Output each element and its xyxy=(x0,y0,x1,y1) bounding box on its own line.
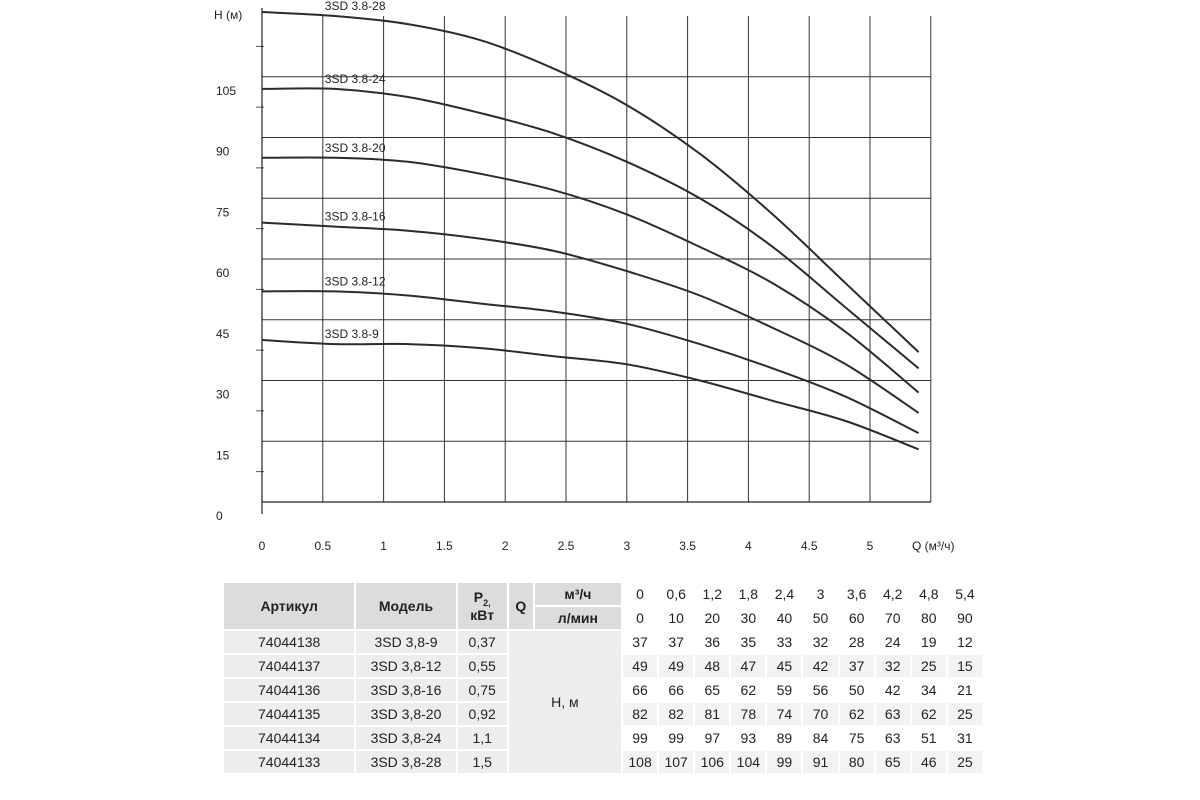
series-label: 3SD 3.8-24 xyxy=(324,71,386,86)
head-value-cell: 74 xyxy=(766,702,802,726)
flow-m3h-cell: 0,6 xyxy=(658,582,694,606)
head-value-cell: 80 xyxy=(839,750,875,774)
flow-lmin-cell: 0 xyxy=(622,606,658,630)
x-tick-label: 2 xyxy=(501,539,509,553)
header-power xyxy=(457,582,508,630)
y-tick-label: 105 xyxy=(216,83,237,98)
head-value-cell: 37 xyxy=(622,630,658,654)
power-cell: 0,55 xyxy=(457,654,508,678)
head-value-cell: 99 xyxy=(658,726,694,750)
head-value-cell: 63 xyxy=(875,702,911,726)
header-unit-m3h: м³/ч xyxy=(534,582,622,606)
series-label: 3SD 3.8-28 xyxy=(324,0,386,13)
flow-lmin-cell: 30 xyxy=(730,606,766,630)
pump-spec-table xyxy=(222,581,984,775)
head-value-cell: 84 xyxy=(802,726,838,750)
head-value-cell: 97 xyxy=(694,726,730,750)
article-cell: 74044136 xyxy=(223,678,355,702)
power-cell: 0,75 xyxy=(457,678,508,702)
article-cell: 74044134 xyxy=(223,726,355,750)
x-tick-label: 3.5 xyxy=(679,539,696,553)
spec-table-body xyxy=(223,630,983,774)
head-value-cell: 65 xyxy=(694,678,730,702)
article-cell: 74044137 xyxy=(223,654,355,678)
head-value-cell: 33 xyxy=(766,630,802,654)
head-value-cell: 28 xyxy=(839,630,875,654)
x-tick-label: 0.5 xyxy=(314,539,332,553)
flow-lmin-cell: 10 xyxy=(658,606,694,630)
model-cell: 3SD 3,8-12 xyxy=(355,654,456,678)
series-label: 3SD 3.8-12 xyxy=(324,274,386,289)
head-value-cell: 51 xyxy=(911,726,947,750)
flow-lmin-cell: 80 xyxy=(911,606,947,630)
model-cell: 3SD 3,8-20 xyxy=(355,702,456,726)
flow-lmin-cell: 60 xyxy=(839,606,875,630)
head-value-cell: 25 xyxy=(947,750,983,774)
head-value-cell: 104 xyxy=(730,750,766,774)
header-power-sub: 2, xyxy=(483,597,491,608)
head-value-cell: 106 xyxy=(694,750,730,774)
y-tick-label: 30 xyxy=(216,387,230,402)
x-tick-label: 1 xyxy=(380,539,387,553)
head-value-cell: 35 xyxy=(730,630,766,654)
head-value-cell: 24 xyxy=(875,630,911,654)
head-value-cell: 99 xyxy=(622,726,658,750)
series-line xyxy=(262,12,919,352)
series-label: 3SD 3.8-16 xyxy=(324,209,386,224)
head-value-cell: 32 xyxy=(875,654,911,678)
series-label: 3SD 3.8-20 xyxy=(324,140,386,155)
power-cell: 0,92 xyxy=(457,702,508,726)
header-q: Q xyxy=(508,582,534,630)
model-cell: 3SD 3,8-9 xyxy=(355,630,456,654)
head-value-cell: 62 xyxy=(839,702,875,726)
y-tick-label: 60 xyxy=(216,266,230,280)
head-value-cell: 37 xyxy=(839,654,875,678)
article-cell: 74044133 xyxy=(223,750,355,774)
header-model: Модель xyxy=(355,582,456,630)
head-value-cell: 25 xyxy=(947,702,983,726)
head-value-cell: 81 xyxy=(694,702,730,726)
head-value-cell: 31 xyxy=(947,726,983,750)
y-tick-label: 15 xyxy=(216,448,230,463)
flow-lmin-cell: 90 xyxy=(947,606,983,630)
head-value-cell: 49 xyxy=(622,654,658,678)
y-tick-label: 75 xyxy=(216,205,230,220)
x-tick-label: 4 xyxy=(745,539,752,553)
head-value-cell: 66 xyxy=(658,678,694,702)
x-tick-label: 3 xyxy=(623,539,631,553)
flow-lmin-cell: 70 xyxy=(875,606,911,630)
flow-m3h-cell: 1,8 xyxy=(730,582,766,606)
flow-m3h-cell: 4,2 xyxy=(875,582,911,606)
head-value-cell: 78 xyxy=(730,702,766,726)
x-tick-label: 1.5 xyxy=(436,539,453,553)
head-value-cell: 62 xyxy=(730,678,766,702)
power-cell: 0,37 xyxy=(457,630,508,654)
table-row xyxy=(223,630,983,654)
head-value-cell: 62 xyxy=(911,702,947,726)
head-value-cell: 45 xyxy=(766,654,802,678)
head-value-cell: 65 xyxy=(875,750,911,774)
head-value-cell: 36 xyxy=(694,630,730,654)
head-value-cell: 46 xyxy=(911,750,947,774)
x-tick-label: 4.5 xyxy=(800,539,818,553)
x-tick-label: 0 xyxy=(258,539,266,553)
article-cell: 74044138 xyxy=(223,630,355,654)
model-cell: 3SD 3,8-24 xyxy=(355,726,456,750)
x-tick-label: 5 xyxy=(866,539,874,553)
head-value-cell: 93 xyxy=(730,726,766,750)
flow-m3h-cell: 4,8 xyxy=(911,582,947,606)
head-value-cell: 49 xyxy=(658,654,694,678)
head-value-cell: 75 xyxy=(839,726,875,750)
flow-m3h-cell: 5,4 xyxy=(947,582,983,606)
article-cell: 74044135 xyxy=(223,702,355,726)
power-cell: 1,1 xyxy=(457,726,508,750)
head-value-cell: 63 xyxy=(875,726,911,750)
head-value-cell: 48 xyxy=(694,654,730,678)
y-tick-label: 0 xyxy=(216,509,223,523)
series-label: 3SD 3.8-9 xyxy=(324,327,379,342)
head-value-cell: 108 xyxy=(622,750,658,774)
head-value-cell: 107 xyxy=(658,750,694,774)
head-value-cell: 56 xyxy=(802,678,838,702)
flow-lmin-cell: 20 xyxy=(694,606,730,630)
header-power-unit: кВт xyxy=(470,607,495,624)
head-value-cell: 34 xyxy=(911,678,947,702)
head-value-cell: 12 xyxy=(947,630,983,654)
head-value-cell: 21 xyxy=(947,678,983,702)
series-line xyxy=(262,340,919,449)
head-value-cell: 70 xyxy=(802,702,838,726)
head-value-cell: 42 xyxy=(802,654,838,678)
head-value-cell: 42 xyxy=(875,678,911,702)
header-unit-lmin: л/мин xyxy=(534,606,622,630)
header-row-m3h xyxy=(223,582,983,606)
flow-m3h-cell: 1,2 xyxy=(694,582,730,606)
model-cell: 3SD 3,8-28 xyxy=(355,750,456,774)
flow-m3h-cell: 2,4 xyxy=(766,582,802,606)
head-unit-cell: H, м xyxy=(508,630,622,774)
head-value-cell: 47 xyxy=(730,654,766,678)
head-value-cell: 66 xyxy=(622,678,658,702)
flow-m3h-cell: 3 xyxy=(802,582,838,606)
head-value-cell: 59 xyxy=(766,678,802,702)
head-value-cell: 50 xyxy=(839,678,875,702)
y-axis-label: H (м) xyxy=(214,8,243,22)
flow-lmin-cell: 40 xyxy=(766,606,802,630)
head-value-cell: 37 xyxy=(658,630,694,654)
head-value-cell: 82 xyxy=(658,702,694,726)
head-value-cell: 82 xyxy=(622,702,658,726)
head-value-cell: 89 xyxy=(766,726,802,750)
x-tick-label: 2.5 xyxy=(557,539,575,553)
flow-m3h-cell: 0 xyxy=(622,582,658,606)
head-value-cell: 15 xyxy=(947,654,983,678)
head-value-cell: 91 xyxy=(802,750,838,774)
y-tick-label: 90 xyxy=(216,144,230,159)
model-cell: 3SD 3,8-16 xyxy=(355,678,456,702)
header-power-main: P xyxy=(473,588,484,605)
head-value-cell: 19 xyxy=(911,630,947,654)
flow-lmin-cell: 50 xyxy=(802,606,838,630)
y-tick-label: 45 xyxy=(216,326,230,341)
head-value-cell: 99 xyxy=(766,750,802,774)
power-cell: 1,5 xyxy=(457,750,508,774)
head-value-cell: 32 xyxy=(802,630,838,654)
header-article: Артикул xyxy=(223,582,355,630)
flow-m3h-cell: 3,6 xyxy=(839,582,875,606)
head-value-cell: 25 xyxy=(911,654,947,678)
x-axis-label: Q (м³/ч) xyxy=(912,539,955,553)
